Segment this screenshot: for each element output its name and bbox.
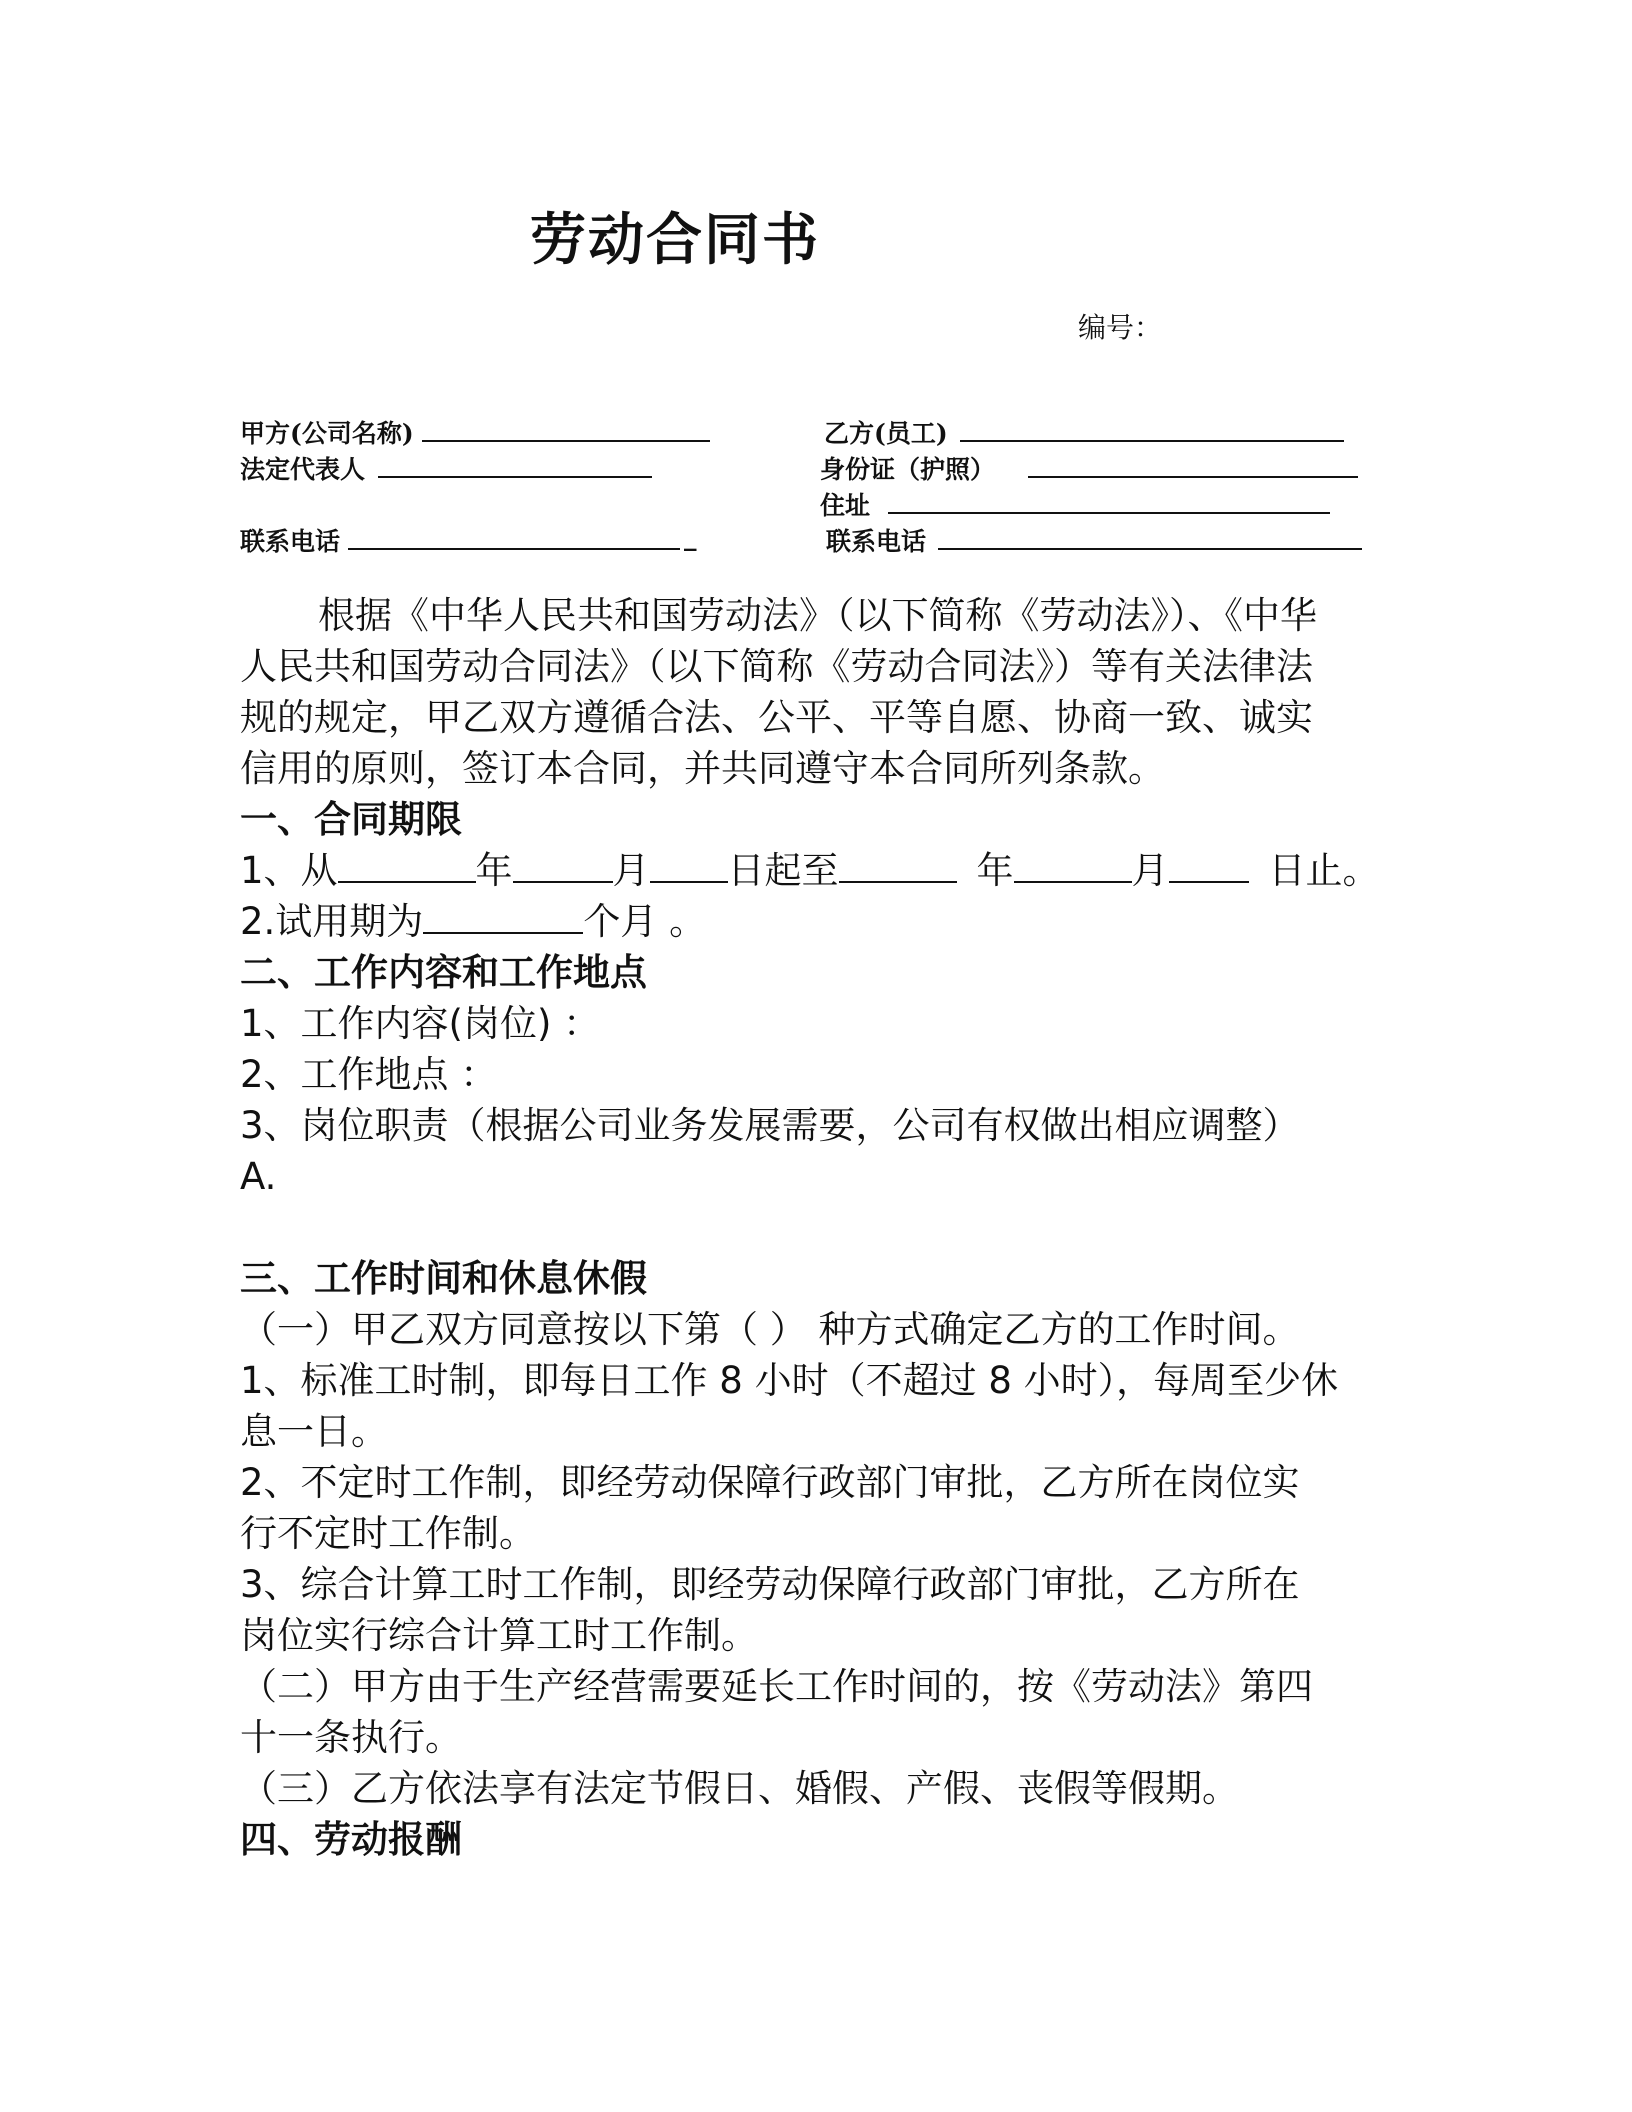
probation-suffix: 个月 。 xyxy=(583,900,707,943)
section-2-item-3: 3、岗位职责（根据公司业务发展需要，公司有权做出相应调整） xyxy=(240,1104,1300,1147)
section-3-para-5b: 十一条执行。 xyxy=(240,1716,462,1759)
legal-rep-blank xyxy=(378,476,652,478)
party-b-phone-label: 联系电话 xyxy=(826,527,927,556)
start-day-blank xyxy=(650,847,728,883)
end-year-blank xyxy=(839,847,957,883)
address-blank xyxy=(888,512,1330,514)
party-a-company-blank xyxy=(422,440,710,442)
section-4-heading: 四、劳动报酬 xyxy=(240,1818,462,1861)
section-3-para-2b: 息一日。 xyxy=(240,1410,388,1453)
start-day-label: 日起至 xyxy=(727,849,839,892)
section-2-heading: 二、工作内容和工作地点 xyxy=(240,951,647,994)
preamble-line-4: 信用的原则，签订本合同，并共同遵守本合同所列条款。 xyxy=(240,747,1165,790)
serial-number-label: 编号： xyxy=(1078,311,1163,344)
party-a-phone-tail: _ xyxy=(684,522,697,551)
address-label: 住址 xyxy=(820,491,871,520)
section-3-para-4b: 岗位实行综合计算工时工作制。 xyxy=(240,1614,758,1657)
section-3-para-6: （三）乙方依法享有法定节假日、婚假、产假、丧假等假期。 xyxy=(240,1767,1239,1810)
party-b-phone-blank xyxy=(938,548,1362,550)
probation-blank xyxy=(423,898,583,934)
start-year-label: 年 xyxy=(475,849,513,892)
section-2-item-3a: A. xyxy=(240,1155,277,1198)
section-2-item-1: 1、工作内容(岗位) ： xyxy=(240,1002,601,1045)
end-year-label: 年 xyxy=(976,849,1014,892)
end-month-blank xyxy=(1014,847,1132,883)
term-prefix: 1、从 xyxy=(240,849,338,892)
start-month-label: 月 xyxy=(612,849,650,892)
preamble-line-2: 人民共和国劳动合同法》（以下简称《劳动合同法》）等有关法律法 xyxy=(240,645,1313,688)
preamble-line-1: 根据《中华人民共和国劳动法》（以下简称《劳动法》）、《中华 xyxy=(318,594,1317,637)
party-a-phone-label: 联系电话 xyxy=(240,527,341,556)
section-3-para-4a: 3、综合计算工时工作制，即经劳动保障行政部门审批，乙方所在 xyxy=(240,1563,1300,1606)
legal-rep-label: 法定代表人 xyxy=(240,455,366,484)
probation-line xyxy=(240,896,706,947)
id-label: 身份证（护照） xyxy=(820,455,996,484)
end-day-blank xyxy=(1169,847,1249,883)
end-month-label: 月 xyxy=(1131,849,1169,892)
section-1-heading: 一、合同期限 xyxy=(240,798,462,841)
section-3-para-2a: 1、标准工时制，即每日工作 8 小时（不超过 8 小时），每周至少休 xyxy=(240,1359,1339,1402)
party-a-phone-blank xyxy=(348,548,680,550)
preamble-line-3: 规的规定，甲乙双方遵循合法、公平、平等自愿、协商一致、诚实 xyxy=(240,696,1313,739)
section-3-para-3b: 行不定时工作制。 xyxy=(240,1512,536,1555)
section-3-para-3a: 2、不定时工作制，即经劳动保障行政部门审批，乙方所在岗位实 xyxy=(240,1461,1300,1504)
document-title: 劳动合同书 xyxy=(530,208,820,273)
party-b-label: 乙方(员工) xyxy=(824,419,948,448)
party-a-company-label: 甲方(公司名称) xyxy=(240,419,414,448)
start-year-blank xyxy=(338,847,476,883)
section-3-para-5a: （二）甲方由于生产经营需要延长工作时间的，按《劳动法》第四 xyxy=(240,1665,1313,1708)
start-month-blank xyxy=(513,847,613,883)
section-3-para-1: （一）甲乙双方同意按以下第（ ） 种方式确定乙方的工作时间。 xyxy=(240,1308,1300,1351)
probation-prefix: 2.试用期为 xyxy=(240,900,424,943)
section-3-heading: 三、工作时间和休息休假 xyxy=(240,1257,647,1300)
party-b-blank xyxy=(960,440,1344,442)
contract-term-line xyxy=(240,845,1380,896)
id-blank xyxy=(1028,476,1358,478)
section-2-item-2: 2、工作地点 ： xyxy=(240,1053,498,1096)
end-day-label: 日止。 xyxy=(1268,849,1380,892)
